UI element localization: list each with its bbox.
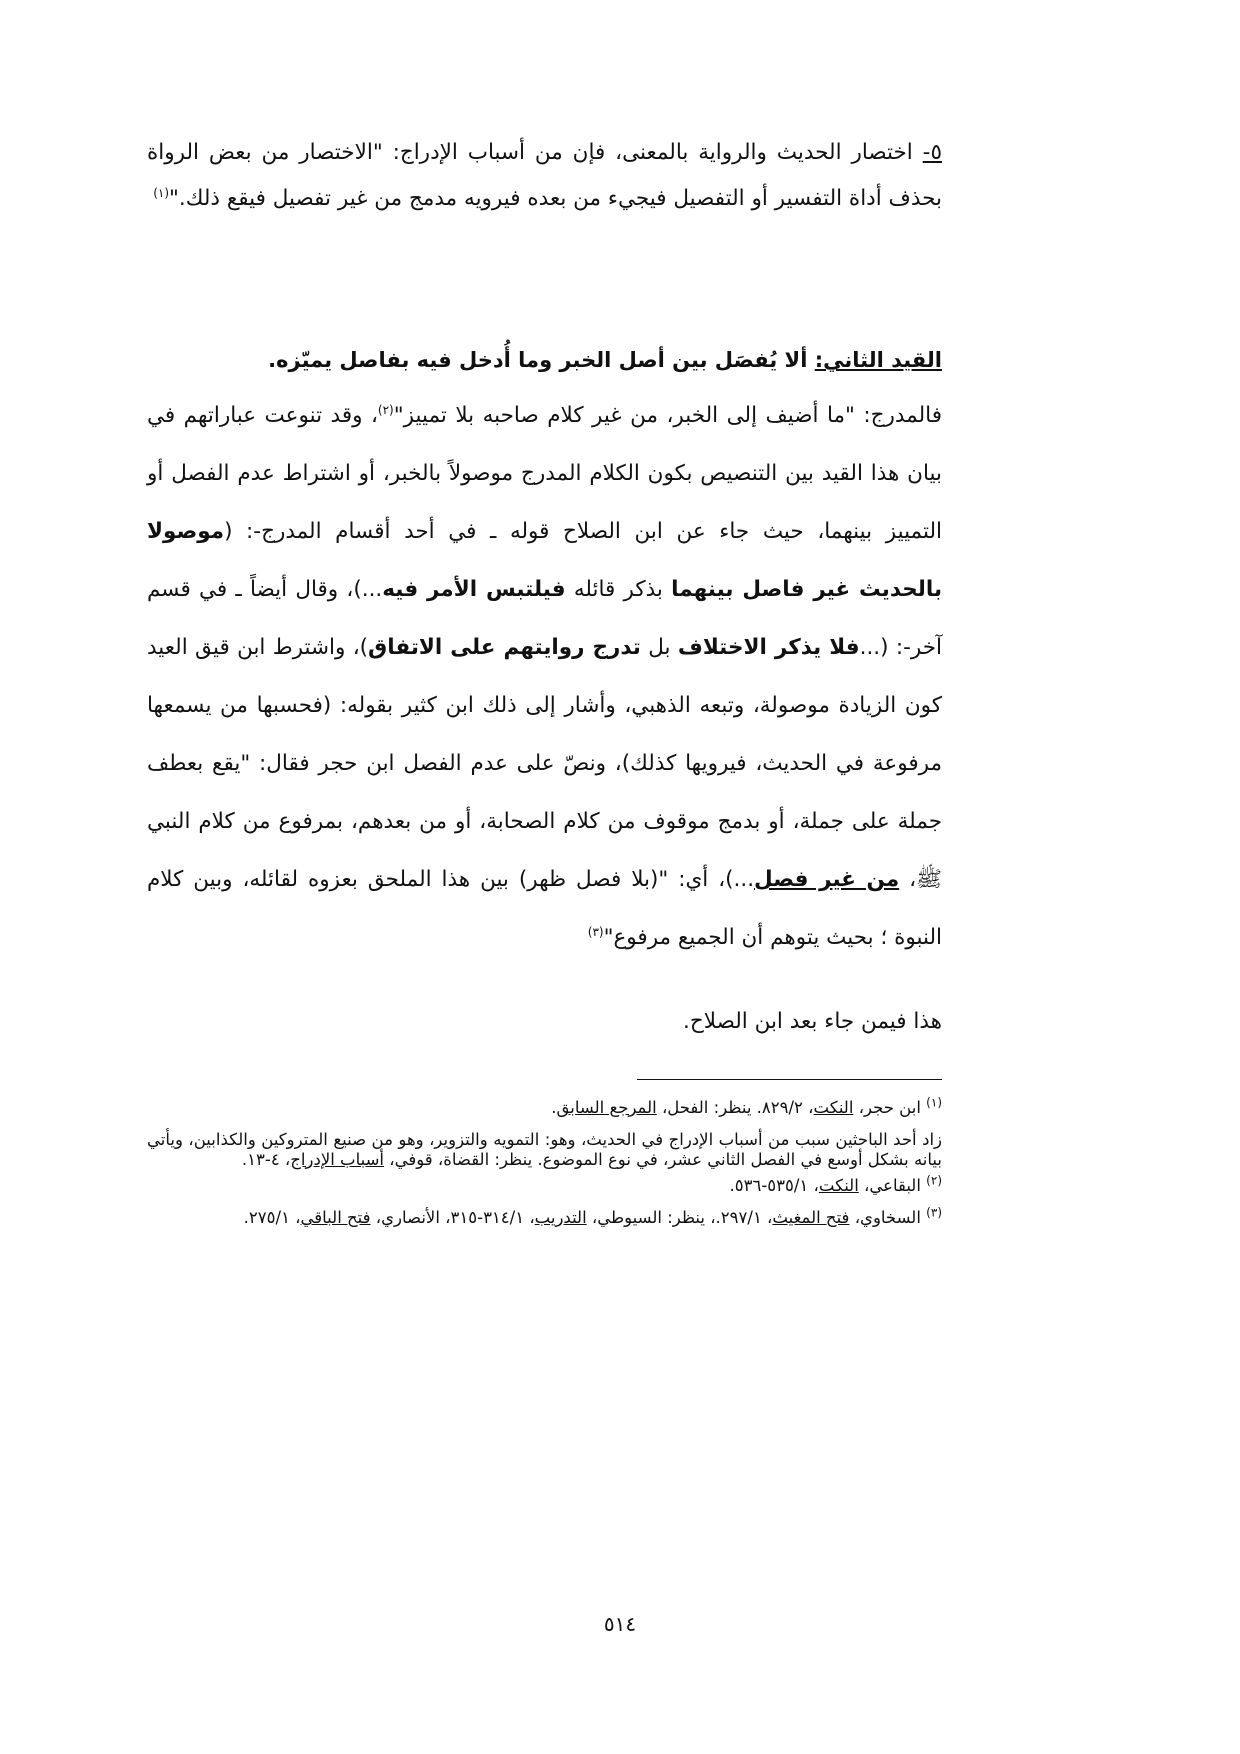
- footnote-1: [147, 1095, 942, 1118]
- footnote-1-text-c: .: [551, 1098, 557, 1117]
- footnote-ref-1[interactable]: (١): [153, 185, 170, 200]
- footnote-ref-2[interactable]: (٢): [377, 402, 394, 417]
- footnote-2-mark: (٢): [926, 1173, 942, 1188]
- footnote-extra-source-1: أسباب الإدراج: [290, 1150, 385, 1169]
- paragraph-2-text-2: ، وقد تنوعت عباراتهم في بيان هذا القيد بين التنصيص بكون الكلام المدرج موصولاً بالخبر، أو اشتراط عدم الفصل أو التمييز بينهما، حيث جاء عن ابن الصلاح قوله ـ في أحد أقسام المدرج-: (: [147, 403, 942, 544]
- footnote-3: [147, 1205, 942, 1228]
- footnote-2-text-b: ، ٥٣٥/١-٥٣٦.: [729, 1176, 819, 1195]
- paragraph-2-text-3: بذكر قائله: [565, 577, 672, 602]
- footnote-3-source-1: فتح المغيث: [772, 1208, 850, 1227]
- section-heading: [147, 335, 942, 385]
- footnote-2: [147, 1173, 942, 1196]
- bold-quote-5: من غير فصل: [754, 867, 900, 892]
- footnote-1-source-2: المرجع السابق: [556, 1098, 657, 1117]
- footnote-extra-text-b: ، ٤-١٣.: [241, 1150, 291, 1169]
- footnote-1-text-b: ، ٨٢٩/٢. ينظر: الفحل،: [656, 1098, 814, 1117]
- footnote-1-source-1: النكت: [813, 1098, 854, 1117]
- footnote-3-text-d: ، ٢٧٥/١.: [243, 1208, 301, 1227]
- footnote-separator: [637, 1079, 942, 1080]
- footnote-1-mark: (١): [926, 1095, 942, 1110]
- bold-quote-1: موصولا بالحديث غير فاصل بينهما: [147, 519, 943, 602]
- footnote-3-text-b: ، ٢٩٧/١.، ينظر: السيوطي،: [586, 1208, 773, 1227]
- footnote-ref-3[interactable]: (٣): [587, 924, 604, 939]
- paragraph-1: [147, 130, 942, 222]
- footnote-3-source-3: فتح الباقي: [300, 1208, 371, 1227]
- footnotes: [147, 1095, 942, 1228]
- footnote-2-text-a: البقاعي،: [858, 1176, 927, 1195]
- document-page: [147, 130, 942, 1240]
- footnote-extra-text-a: زاد أحد الباحثين سبب من أسباب الإدراج في الحديث، وهو: التمويه والتزوير، وهو من صنيع المتروكين والكذابين، ويأتي بيانه بشكل أوسع في الفصل الثاني عشر، في نوع الموضوع. ينظر: القضاة، قوفي،: [147, 1130, 942, 1169]
- paragraph-2-text-5: بل: [640, 635, 678, 660]
- footnote-3-source-2: التدريب: [534, 1208, 587, 1227]
- paragraph-1-text: اختصار الحديث والرواية بالمعنى، فإن من أسباب الإدراج: "الاختصار من بعض الرواة بحذف أداة التفسير أو التفصيل فيجيء من بعده فيرويه مدمج من غير تفصيل فيقع ذلك.": [147, 140, 942, 211]
- footnote-3-text-c: ، ٣١٤/١-٣١٥، الأنصاري،: [370, 1208, 535, 1227]
- page-number: ٥١٤: [603, 1612, 637, 1636]
- item-number: ٥-: [922, 140, 942, 165]
- paragraph-2-text-1: فالمدرج: "ما أضيف إلى الخبر، من غير كلام صاحبه بلا تمييز": [393, 403, 942, 428]
- paragraph-2: [147, 387, 942, 967]
- paragraph-3: هذا فيمن جاء بعد ابن الصلاح.: [683, 1009, 942, 1034]
- footnote-3-mark: (٣): [926, 1205, 942, 1220]
- paragraph-2-text-7: ...)، أي: "(بلا فصل ظهر) بين هذا الملحق بعزوه لقائله، وبين كلام النبوة ؛ بحيث يتوهم أن الجميع مرفوع": [147, 867, 942, 950]
- footnote-1-continued: [147, 1130, 942, 1170]
- paragraph-2-text-4: ...)، وقال أيضاً ـ في قسم آخر-: (...: [147, 577, 942, 660]
- bold-quote-2: فيلتبس الأمر فيه: [382, 577, 566, 602]
- bold-quote-4: تدرج روايتهم على الاتفاق: [368, 635, 641, 660]
- section-heading-text: ألا يُفصَل بين أصل الخبر وما أُدخل فيه بفاصل يميّزه.: [268, 348, 815, 372]
- paragraph-2-text-6: )، واشترط ابن قيق العيد كون الزيادة موصولة، وتبعه الذهبي، وأشار إلى ذلك ابن كثير بقوله: (فحسبها من يسمعها مرفوعة في الحديث، فيرويها كذلك)، ونصّ على عدم الفصل ابن حجر فقال: "يقع بعطف جملة على جملة، أو بدمج موقوف من كلام الصحابة، أو من بعدهم، بمرفوع من كلام النبي ﷺ،: [147, 635, 943, 892]
- section-heading-label: القيد الثاني:: [814, 348, 942, 372]
- footnote-2-source-1: النكت: [818, 1176, 859, 1195]
- footnote-1-text-a: ابن حجر،: [853, 1098, 927, 1117]
- bold-quote-3: فلا يذكر الاختلاف: [677, 635, 860, 660]
- footnote-3-text-a: السخاوي،: [849, 1208, 927, 1227]
